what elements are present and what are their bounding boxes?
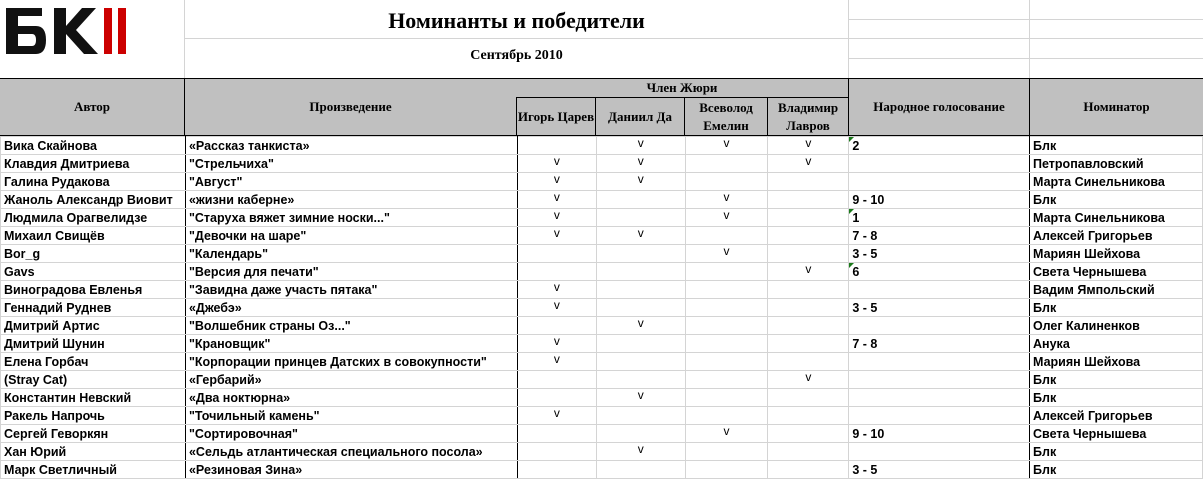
table-row <box>1 425 1203 443</box>
vote-cell-juror-4[interactable]: v <box>768 263 849 281</box>
vote-cell-juror-2[interactable]: v <box>596 137 685 155</box>
header-nominator: Номинатор <box>1083 99 1150 114</box>
author-cell[interactable]: Gavs <box>1 263 186 281</box>
vote-cell-juror-1[interactable] <box>517 317 596 335</box>
vote-cell-juror-1[interactable] <box>517 389 596 407</box>
vote-cell-juror-3[interactable] <box>685 155 768 173</box>
table-row <box>1 155 1203 173</box>
vote-cell-juror-1[interactable] <box>517 263 596 281</box>
work-cell[interactable]: "Старуха вяжет зимние носки..." <box>185 209 517 227</box>
vote-cell-juror-2[interactable]: v <box>596 155 685 173</box>
vote-cell-juror-3[interactable] <box>685 407 768 425</box>
popular-vote-cell[interactable]: 3 - 5 <box>849 245 1030 263</box>
work-cell[interactable]: "Версия для печати" <box>185 263 517 281</box>
vote-cell-juror-3[interactable] <box>685 263 768 281</box>
vote-cell-juror-3[interactable] <box>685 353 768 371</box>
popular-vote-cell[interactable]: 7 - 8 <box>849 335 1030 353</box>
work-cell[interactable]: «Сельдь атлантическая специального посола» <box>185 443 517 461</box>
work-cell[interactable]: "Крановщик" <box>185 335 517 353</box>
nominator-cell[interactable]: Анука <box>1030 335 1203 353</box>
header-work: Произведение <box>309 99 392 114</box>
nominator-cell[interactable]: Олег Калиненков <box>1030 317 1203 335</box>
popular-vote-cell[interactable]: 6 <box>849 263 1030 281</box>
vote-cell-juror-1[interactable] <box>517 137 596 155</box>
vote-cell-juror-2[interactable] <box>596 245 685 263</box>
header-juror-2: Даниил Да <box>608 108 672 124</box>
vote-cell-juror-3[interactable] <box>685 227 768 245</box>
vote-cell-juror-2[interactable] <box>596 407 685 425</box>
vote-cell-juror-4[interactable] <box>768 191 849 209</box>
nominator-cell[interactable]: Петропавловский <box>1030 155 1203 173</box>
vote-cell-juror-1[interactable]: v <box>517 173 596 191</box>
vote-cell-juror-3[interactable]: v <box>685 245 768 263</box>
vote-cell-juror-1[interactable] <box>517 461 596 479</box>
nominator-cell[interactable]: Света Чернышева <box>1030 263 1203 281</box>
work-cell[interactable]: «Рассказ танкиста» <box>185 137 517 155</box>
popular-vote-cell[interactable] <box>849 155 1030 173</box>
nominator-cell[interactable]: Блк <box>1030 389 1203 407</box>
author-cell[interactable]: Ракель Напрочь <box>1 407 186 425</box>
vote-cell-juror-4[interactable] <box>768 461 849 479</box>
vote-cell-juror-2[interactable]: v <box>596 389 685 407</box>
author-cell[interactable]: Геннадий Руднев <box>1 299 186 317</box>
vote-cell-juror-2[interactable]: v <box>596 443 685 461</box>
table-row <box>1 443 1203 461</box>
popular-vote-cell[interactable]: 3 - 5 <box>849 461 1030 479</box>
table-row <box>1 245 1203 263</box>
table-row <box>1 209 1203 227</box>
vote-cell-juror-3[interactable]: v <box>685 191 768 209</box>
work-cell[interactable]: «Резиновая Зина» <box>185 461 517 479</box>
nominator-cell[interactable]: Марта Синельникова <box>1030 173 1203 191</box>
table-row <box>1 137 1203 155</box>
vote-cell-juror-3[interactable] <box>685 461 768 479</box>
vote-cell-juror-1[interactable]: v <box>517 353 596 371</box>
vote-cell-juror-2[interactable]: v <box>596 317 685 335</box>
header-jury: Член Жюри <box>646 80 718 95</box>
vote-cell-juror-2[interactable] <box>596 335 685 353</box>
nominator-cell[interactable]: Мариян Шейхова <box>1030 353 1203 371</box>
vote-cell-juror-1[interactable]: v <box>517 227 596 245</box>
vote-cell-juror-3[interactable] <box>685 335 768 353</box>
nominator-cell[interactable]: Алексей Григорьев <box>1030 227 1203 245</box>
vote-cell-juror-1[interactable]: v <box>517 209 596 227</box>
vote-cell-juror-3[interactable] <box>685 281 768 299</box>
table-row <box>1 263 1203 281</box>
vote-cell-juror-2[interactable] <box>596 461 685 479</box>
popular-vote-cell[interactable]: 9 - 10 <box>849 425 1030 443</box>
popular-vote-cell[interactable] <box>849 173 1030 191</box>
work-cell[interactable]: «жизни каберне» <box>185 191 517 209</box>
popular-vote-cell[interactable] <box>849 281 1030 299</box>
table-row <box>1 461 1203 479</box>
vote-cell-juror-2[interactable] <box>596 353 685 371</box>
nominees-table <box>0 136 1203 479</box>
vote-cell-juror-2[interactable]: v <box>596 227 685 245</box>
work-cell[interactable]: "Точильный камень" <box>185 407 517 425</box>
work-cell[interactable]: "Завидна даже участь пятака" <box>185 281 517 299</box>
author-cell[interactable]: Дмитрий Шунин <box>1 335 186 353</box>
table-row <box>1 281 1203 299</box>
vote-cell-juror-3[interactable] <box>685 317 768 335</box>
vote-cell-juror-1[interactable]: v <box>517 335 596 353</box>
author-cell[interactable]: Михаил Свищёв <box>1 227 186 245</box>
vote-cell-juror-4[interactable] <box>768 335 849 353</box>
vote-cell-juror-1[interactable]: v <box>517 281 596 299</box>
nominator-cell[interactable]: Марта Синельникова <box>1030 209 1203 227</box>
author-cell[interactable]: Хан Юрий <box>1 443 186 461</box>
table-row <box>1 227 1203 245</box>
popular-vote-cell[interactable]: 9 - 10 <box>849 191 1030 209</box>
popular-vote-cell[interactable]: 3 - 5 <box>849 299 1030 317</box>
vote-cell-juror-1[interactable]: v <box>517 155 596 173</box>
vote-cell-juror-4[interactable] <box>768 389 849 407</box>
header-popular-vote: Народное голосование <box>873 99 1005 114</box>
table-row <box>1 191 1203 209</box>
work-cell[interactable]: "Девочки на шаре" <box>185 227 517 245</box>
work-cell[interactable]: «Джебэ» <box>185 299 517 317</box>
popular-vote-cell[interactable] <box>849 353 1030 371</box>
header-author: Автор <box>73 99 111 114</box>
popular-vote-cell[interactable]: 7 - 8 <box>849 227 1030 245</box>
vote-cell-juror-4[interactable]: v <box>768 137 849 155</box>
table-row <box>1 173 1203 191</box>
nominator-cell[interactable]: Блк <box>1030 371 1203 389</box>
vote-cell-juror-1[interactable] <box>517 371 596 389</box>
page-subtitle: Сентябрь 2010 <box>470 48 563 63</box>
nominator-cell[interactable]: Блк <box>1030 299 1203 317</box>
cell-comment-indicator-icon <box>849 209 854 214</box>
vote-cell-juror-2[interactable] <box>596 425 685 443</box>
author-cell[interactable]: Галина Рудакова <box>1 173 186 191</box>
nominator-cell[interactable]: Алексей Григорьев <box>1030 407 1203 425</box>
nominator-cell[interactable]: Мариян Шейхова <box>1030 245 1203 263</box>
vote-cell-juror-4[interactable] <box>768 443 849 461</box>
author-cell[interactable]: Виноградова Евленья <box>1 281 186 299</box>
author-cell[interactable]: Дмитрий Артис <box>1 317 186 335</box>
popular-vote-cell[interactable] <box>849 371 1030 389</box>
author-cell[interactable]: Елена Горбач <box>1 353 186 371</box>
vote-cell-juror-1[interactable] <box>517 425 596 443</box>
author-cell[interactable]: Вика Скайнова <box>1 137 186 155</box>
bk-logo-icon <box>2 2 134 60</box>
popular-vote-cell[interactable] <box>849 317 1030 335</box>
vote-cell-juror-4[interactable] <box>768 209 849 227</box>
vote-cell-juror-4[interactable] <box>768 227 849 245</box>
vote-cell-juror-2[interactable] <box>596 209 685 227</box>
table-row <box>1 335 1203 353</box>
vote-cell-juror-4[interactable]: v <box>768 371 849 389</box>
vote-cell-juror-4[interactable] <box>768 353 849 371</box>
author-cell[interactable]: Клавдия Дмитриева <box>1 155 186 173</box>
vote-cell-juror-3[interactable] <box>685 173 768 191</box>
vote-cell-juror-1[interactable]: v <box>517 299 596 317</box>
work-cell[interactable]: «Два ноктюрна» <box>185 389 517 407</box>
header-juror-4: Владимир Лавров <box>777 99 839 133</box>
popular-vote-cell[interactable] <box>849 407 1030 425</box>
work-cell[interactable]: "Корпорации принцев Датских в совокупности" <box>185 353 517 371</box>
author-cell[interactable]: Bor_g <box>1 245 186 263</box>
nominator-cell[interactable]: Блк <box>1030 461 1203 479</box>
author-cell[interactable]: Людмила Орагвелидзе <box>1 209 186 227</box>
vote-cell-juror-1[interactable] <box>517 245 596 263</box>
vote-cell-juror-1[interactable]: v <box>517 191 596 209</box>
nominator-cell[interactable]: Вадим Ямпольский <box>1030 281 1203 299</box>
vote-cell-juror-1[interactable]: v <box>517 407 596 425</box>
vote-cell-juror-3[interactable] <box>685 371 768 389</box>
work-cell[interactable]: "Волшебник страны Оз..." <box>185 317 517 335</box>
table-row <box>1 407 1203 425</box>
nominator-cell[interactable]: Блк <box>1030 191 1203 209</box>
vote-cell-juror-4[interactable] <box>768 425 849 443</box>
header-juror-1: Игорь Царев <box>517 108 595 124</box>
work-cell[interactable]: "Календарь" <box>185 245 517 263</box>
vote-cell-juror-2[interactable] <box>596 371 685 389</box>
vote-cell-juror-3[interactable] <box>685 443 768 461</box>
vote-cell-juror-3[interactable]: v <box>685 425 768 443</box>
author-cell[interactable]: Жаноль Александр Виовит <box>1 191 186 209</box>
cell-comment-indicator-icon <box>849 263 854 268</box>
header-juror-3: Всеволод Емелин <box>699 99 753 133</box>
vote-cell-juror-3[interactable]: v <box>685 209 768 227</box>
work-cell[interactable]: "Сортировочная" <box>185 425 517 443</box>
author-cell[interactable]: Константин Невский <box>1 389 186 407</box>
popular-vote-cell[interactable]: 1 <box>849 209 1030 227</box>
table-row <box>1 317 1203 335</box>
author-cell[interactable]: (Stray Cat) <box>1 371 186 389</box>
popular-vote-cell[interactable] <box>849 443 1030 461</box>
table-row <box>1 389 1203 407</box>
work-cell[interactable]: «Гербарий» <box>185 371 517 389</box>
popular-vote-cell[interactable]: 2 <box>849 137 1030 155</box>
header-row <box>0 78 1203 136</box>
page-title: Номинанты и победители <box>388 8 645 33</box>
author-cell[interactable]: Сергей Геворкян <box>1 425 186 443</box>
vote-cell-juror-1[interactable] <box>517 443 596 461</box>
vote-cell-juror-4[interactable] <box>768 245 849 263</box>
table-row <box>1 299 1203 317</box>
vote-cell-juror-4[interactable] <box>768 299 849 317</box>
vote-cell-juror-3[interactable] <box>685 299 768 317</box>
cell-comment-indicator-icon <box>849 137 854 142</box>
popular-vote-cell[interactable] <box>849 389 1030 407</box>
vote-cell-juror-4[interactable] <box>768 407 849 425</box>
nominator-cell[interactable]: Блк <box>1030 137 1203 155</box>
author-cell[interactable]: Марк Светличный <box>1 461 186 479</box>
vote-cell-juror-2[interactable] <box>596 299 685 317</box>
vote-cell-juror-4[interactable] <box>768 317 849 335</box>
work-cell[interactable]: "Стрельчиха" <box>185 155 517 173</box>
table-row <box>1 371 1203 389</box>
vote-cell-juror-2[interactable] <box>596 281 685 299</box>
vote-cell-juror-3[interactable]: v <box>685 137 768 155</box>
vote-cell-juror-4[interactable]: v <box>768 155 849 173</box>
vote-cell-juror-2[interactable] <box>596 263 685 281</box>
vote-cell-juror-4[interactable] <box>768 173 849 191</box>
vote-cell-juror-2[interactable]: v <box>596 173 685 191</box>
table-row <box>1 353 1203 371</box>
vote-cell-juror-3[interactable] <box>685 389 768 407</box>
nominator-cell[interactable]: Света Чернышева <box>1030 425 1203 443</box>
nominator-cell[interactable]: Блк <box>1030 443 1203 461</box>
work-cell[interactable]: "Август" <box>185 173 517 191</box>
vote-cell-juror-2[interactable] <box>596 191 685 209</box>
vote-cell-juror-4[interactable] <box>768 281 849 299</box>
